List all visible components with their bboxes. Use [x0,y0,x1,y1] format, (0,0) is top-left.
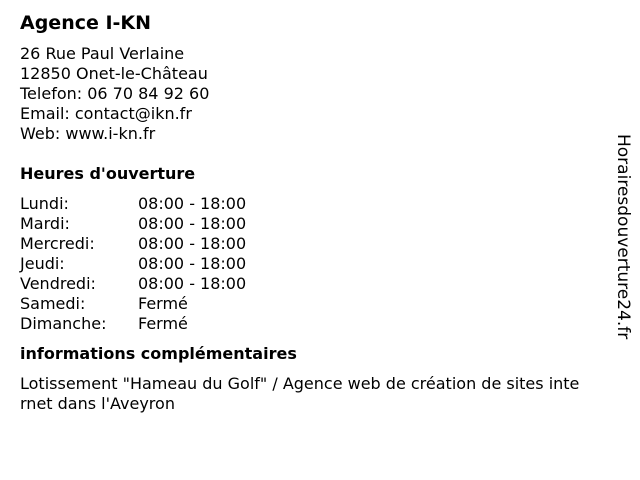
address-line-1: 26 Rue Paul Verlaine [20,44,185,63]
day-hours: 08:00 - 18:00 [138,274,247,293]
hours-table [20,194,600,334]
day-label: Mercredi: [20,234,95,253]
day-label: Dimanche: [20,314,107,333]
info-heading: informations complémentaires [20,344,297,363]
hours-row-friday [20,274,600,294]
hours-row-wednesday [20,234,600,254]
web-line: Web: www.i-kn.fr [20,124,156,143]
day-label: Jeudi: [20,254,65,273]
hours-row-monday [20,194,600,214]
hours-heading: Heures d'ouverture [20,164,196,183]
business-name: Agence I-KN [20,12,152,34]
day-hours: 08:00 - 18:00 [138,194,247,213]
day-label: Samedi: [20,294,86,313]
day-hours: 08:00 - 18:00 [138,254,247,273]
hours-row-tuesday [20,214,600,234]
day-label: Lundi: [20,194,69,213]
address-line-2: 12850 Onet-le-Château [20,64,208,83]
day-hours: Fermé [138,294,188,313]
day-hours: 08:00 - 18:00 [138,234,247,253]
business-card [20,9,600,414]
phone-line: Telefon: 06 70 84 92 60 [20,84,210,103]
email-line: Email: contact@ikn.fr [20,104,192,123]
day-hours: 08:00 - 18:00 [138,214,247,233]
site-brand-vertical: Horairesdouverture24.fr [613,134,633,340]
hours-row-sunday [20,314,600,334]
day-label: Vendredi: [20,274,96,293]
hours-row-thursday [20,254,600,274]
day-label: Mardi: [20,214,70,233]
info-text: Lotissement "Hameau du Golf" / Agence web de création de sites internet dans l'Aveyron [20,374,580,413]
day-hours: Fermé [138,314,188,333]
hours-row-saturday [20,294,600,314]
